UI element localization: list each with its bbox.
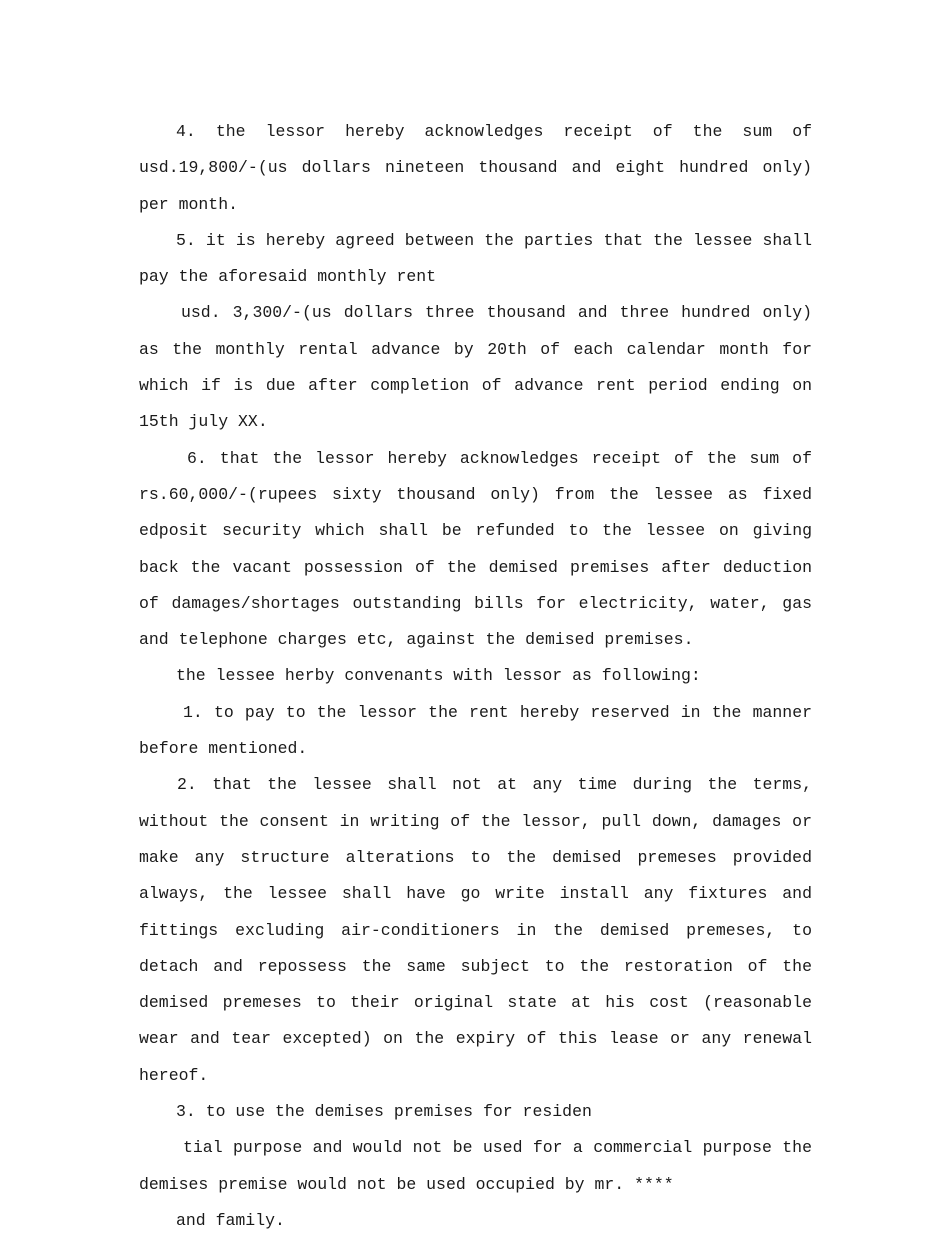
paragraph-clause-4: 4. the lessor hereby acknowledges receipt of the sum of usd.19,800/-(us dollars nineteen thousand and eight hundred only) per month. — [139, 122, 812, 214]
paragraph-monthly-rent: usd. 3,300/-(us dollars three thousand and three hundred only) as the monthly rental advance by 20th of each calendar month for which if is due after completion of advance rent period ending on 15th july XX. — [139, 303, 812, 432]
paragraph-covenant-3: 3. to use the demises premises for residen — [176, 1102, 592, 1122]
paragraph-covenant-1: 1. to pay to the lessor the rent hereby reserved in the manner before mentioned. — [139, 702, 812, 759]
paragraph-clause-5: 5. it is hereby agreed between the parties that the lessee shall pay the aforesaid monthly rent — [139, 230, 812, 287]
paragraph-covenant-2: 2. that the lessee shall not at any time during the terms, without the consent in writing of the lessor, pull down, damages or make any structure alterations to the demised premeses provided always, the lessee shall have go write install any fixtures and fittings excluding air-conditioners in the demised premeses, to detach and repossess the same subject to the restoration of the demised premeses to their original state at his cost (reasonable wear and tear excepted) on the expiry of this lease or any renewal hereof. — [139, 775, 812, 1085]
paragraph-covenants-heading: the lessee herby convenants with lessor as following: — [176, 666, 701, 686]
document-body — [139, 114, 812, 1239]
paragraph-covenant-3-continued: tial purpose and would not be used for a commercial purpose the demises premise would not be used occupied by mr. **** — [139, 1138, 812, 1194]
paragraph-clause-6: 6. that the lessor hereby acknowledges receipt of the sum of rs.60,000/-(rupees sixty thousand only) from the lessee as fixed edposit security which shall be refunded to the lessee on giving back the vacant possession of the demised premises after deduction of damages/shortages outstanding bills for electricity, water, gas and telephone charges etc, against the demised premises. — [139, 448, 812, 650]
paragraph-and-family: and family. — [176, 1210, 285, 1230]
